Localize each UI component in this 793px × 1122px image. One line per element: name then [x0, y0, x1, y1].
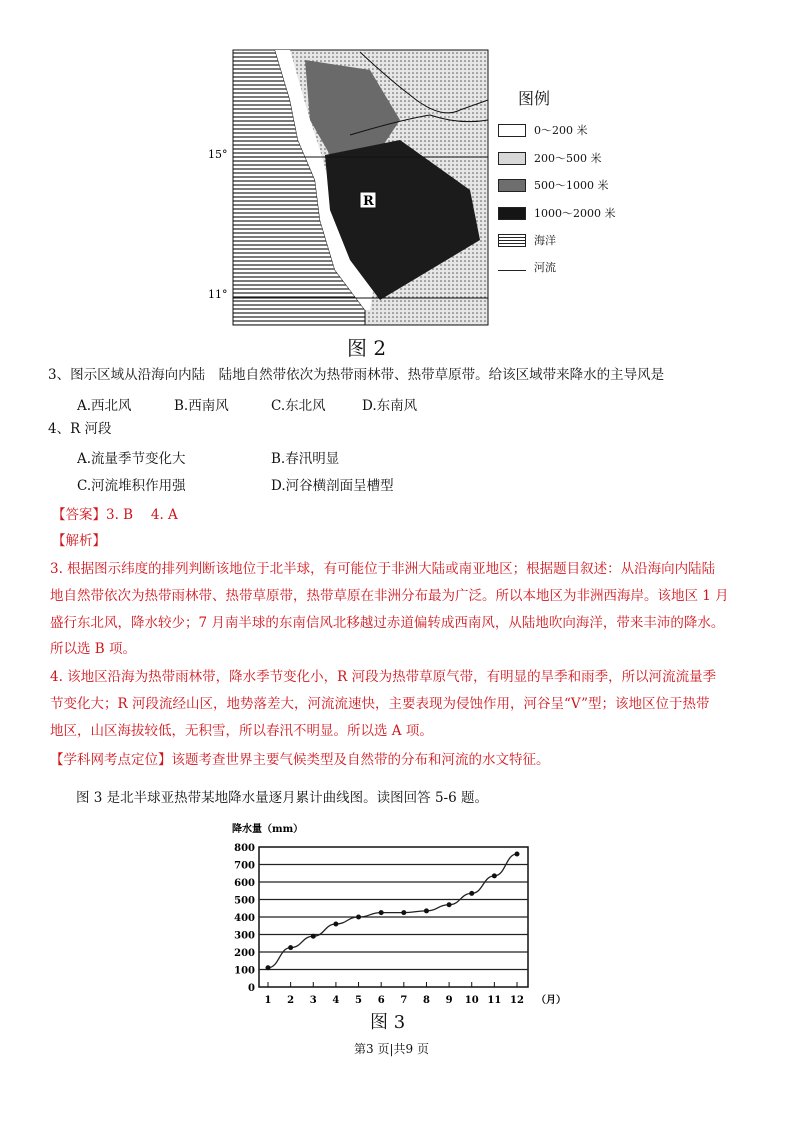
data-point	[401, 910, 406, 915]
x-tick-label: 2	[287, 995, 295, 1006]
legend-label: 1000～2000 米	[534, 207, 616, 220]
data-point	[447, 902, 452, 907]
analysis-line: 地区，山区海拔较低，无积雪，所以春汛不明显。所以选 A 项。	[50, 723, 433, 739]
legend-label: 河流	[534, 261, 556, 274]
data-point	[266, 965, 271, 970]
legend-item-500-1000	[498, 177, 609, 193]
q3-option-a: A.西北风	[77, 398, 132, 414]
series-line	[268, 854, 517, 968]
map-label-r: R	[363, 194, 374, 209]
x-tick-label: 4	[332, 995, 340, 1006]
kaodian: 【学科网考点定位】该题考查世界主要气候类型及自然带的分布和河流的水文特征。	[50, 752, 550, 768]
x-axis-label: （月）	[536, 995, 566, 1006]
x-tick-label: 11	[487, 995, 502, 1006]
x-tick-label: 10	[464, 995, 479, 1006]
y-tick-label: 700	[234, 860, 255, 872]
q4-option-c: C.河流堆积作用强	[77, 478, 186, 494]
data-point	[492, 873, 497, 878]
data-point	[424, 908, 429, 913]
x-tick-label: 7	[400, 995, 408, 1006]
figure2-map	[200, 40, 500, 340]
analysis-title: 【解析】	[52, 533, 106, 549]
legend-label: 200～500 米	[534, 152, 602, 165]
x-tick-label: 1	[264, 995, 272, 1006]
legend-title: 图例	[518, 89, 551, 108]
figure3-chart	[220, 815, 566, 1015]
q4-option-b: B.春汛明显	[271, 451, 340, 467]
legend-label: 500～1000 米	[534, 179, 609, 192]
legend-label: 海洋	[534, 234, 556, 247]
lat-label-11: 11°	[208, 288, 228, 301]
data-point	[379, 910, 384, 915]
q3-option-d: D.东南风	[362, 398, 418, 414]
q4-stem: 4、R 河段	[48, 421, 112, 437]
legend-item-1000-2000	[498, 205, 616, 221]
legend-item-0-200	[498, 122, 588, 138]
x-tick-label: 9	[445, 995, 453, 1006]
data-point	[515, 852, 520, 857]
analysis-line: 3. 根据图示纬度的排列判断该地位于北半球，有可能位于非洲大陆或南亚地区；根据题目叙述：从沿海向内陆陆	[50, 561, 716, 577]
y-tick-label: 0	[248, 983, 255, 994]
legend-item-river	[498, 259, 556, 275]
answer: 【答案】3. B 4. A	[52, 507, 178, 523]
y-tick-label: 600	[234, 878, 255, 889]
analysis-line: 盛行东北风，降水较少；7 月南半球的东南信风北移越过赤道偏转成西南风，从陆地吹向海洋，带来丰沛的降水。	[50, 615, 725, 631]
data-point	[288, 945, 293, 950]
q4-option-d: D.河谷横剖面呈槽型	[271, 478, 394, 494]
legend-item-200-500	[498, 150, 602, 166]
legend-item-ocean	[498, 232, 556, 248]
q3-option-b: B.西南风	[174, 398, 229, 414]
q3-option-c: C.东北风	[271, 398, 326, 414]
data-point	[333, 922, 338, 927]
y-tick-label: 500	[234, 895, 255, 907]
data-point	[356, 915, 361, 920]
analysis-line: 节变化大；R 河段流经山区，地势落差大，河流流速快，主要表现为侵蚀作用，河谷呈“V”型；该地区位于热带	[50, 696, 710, 712]
data-point	[311, 934, 316, 939]
legend-label: 0～200 米	[534, 124, 588, 137]
y-tick-label: 100	[234, 965, 255, 977]
analysis-line: 地自然带依次为热带雨林带、热带草原带，热带草原在非洲分布最为广泛。所以本地区为非洲西海岸。该地区 1 月	[50, 588, 729, 604]
analysis-line: 4. 该地区沿海为热带雨林带，降水季节变化小，R 河段为热带草原气带，有明显的旱季和雨季，所以河流流量季	[50, 669, 717, 685]
x-tick-label: 12	[510, 995, 524, 1006]
y-axis-label: 降水量（mm）	[232, 824, 304, 835]
x-tick-label: 8	[422, 995, 430, 1006]
analysis-line: 所以选 B 项。	[50, 641, 137, 657]
fig3-intro: 图 3 是北半球亚热带某地降水量逐月累计曲线图。读图回答 5-6 题。	[76, 790, 488, 806]
figure2-caption: 图 2	[347, 336, 387, 360]
figure3-caption: 图 3	[370, 1012, 406, 1033]
page-footer: 第3 页|共9 页	[354, 1042, 429, 1056]
y-tick-label: 800	[234, 843, 255, 854]
y-tick-label: 300	[234, 930, 255, 942]
x-tick-label: 6	[377, 995, 385, 1006]
lat-label-15: 15°	[208, 148, 228, 161]
x-tick-label: 5	[355, 995, 363, 1006]
q3-stem: 3、图示区域从沿海向内陆 陆地自然带依次为热带雨林带、热带草原带。给该区域带来降水的主导风是	[48, 367, 665, 383]
q4-option-a: A.流量季节变化大	[77, 451, 186, 467]
y-tick-label: 400	[234, 913, 255, 924]
y-tick-label: 200	[234, 948, 255, 959]
x-tick-label: 3	[309, 995, 317, 1006]
data-point	[469, 891, 474, 896]
